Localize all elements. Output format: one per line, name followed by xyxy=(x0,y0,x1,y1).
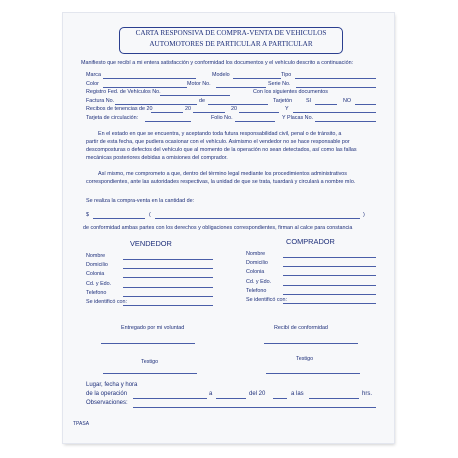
para1-line-4: mecánicas posteriores debidas a omisiones del comprador. xyxy=(86,155,228,161)
factura-field[interactable] xyxy=(115,104,197,105)
paren-close: ) xyxy=(363,212,365,218)
vendedor-witness-label: Testigo xyxy=(141,359,159,365)
color-field[interactable] xyxy=(103,87,187,88)
recibos-label: Recibos de tenencias de 20 xyxy=(86,106,153,112)
comprador-field-line[interactable] xyxy=(283,285,376,286)
tarjeton-label: Tarjetón xyxy=(273,98,293,104)
amount-words-field[interactable] xyxy=(155,218,360,219)
factura-label: Factura No. xyxy=(86,98,115,104)
vendedor-field-line[interactable] xyxy=(123,277,213,278)
comprador-field-label: Cd. y Edo. xyxy=(246,278,272,285)
comprador-field-label: Se identificó con: xyxy=(246,297,288,303)
registro-label: Registro Fed. de Vehículos No. xyxy=(86,89,161,95)
marca-label: Marca xyxy=(86,72,101,78)
vendedor-signature-line[interactable] xyxy=(101,343,195,344)
recibos-field-1[interactable] xyxy=(151,112,183,113)
lugar-field[interactable] xyxy=(133,398,207,399)
recibos-field-3[interactable] xyxy=(239,112,279,113)
title-box xyxy=(119,27,343,54)
vendedor-field-label: Se identificó con: xyxy=(86,299,128,305)
comprador-field-line[interactable] xyxy=(283,294,376,295)
para1-line-1: En el estado en que se encuentra, y aceptando toda futura responsabilidad civil, penal o de tránsito, a xyxy=(98,131,342,137)
tarjeta-field[interactable] xyxy=(145,121,191,122)
modelo-field[interactable] xyxy=(233,78,281,79)
alas-label: a las xyxy=(291,391,304,397)
folio-label: Folio No. xyxy=(211,115,233,121)
vendedor-field-line[interactable] xyxy=(123,296,213,297)
motor-field[interactable] xyxy=(216,87,266,88)
vendedor-field-line[interactable] xyxy=(123,259,213,260)
vendedor-witness-line[interactable] xyxy=(103,373,197,374)
recibos-20b-label: 20 xyxy=(231,106,237,112)
dollar-sign: $ xyxy=(86,212,89,218)
placas-label: Y Placas No. xyxy=(282,115,314,121)
paren-open: ( xyxy=(149,212,151,218)
vendedor-field-line[interactable] xyxy=(123,268,213,269)
tarjeton-no-label: NO xyxy=(343,98,352,104)
comprador-sign-label: Recibí de conformidad xyxy=(274,325,328,331)
comprador-field-label: Domicilio xyxy=(246,260,268,267)
hrs-label: hrs. xyxy=(362,391,373,397)
vendedor-field-label: Domicilio xyxy=(86,262,108,269)
serie-field[interactable] xyxy=(296,87,376,88)
comprador-signature-line[interactable] xyxy=(264,343,358,344)
vendedor-field-label: Telefono xyxy=(86,289,107,296)
comprador-field-label: Nombre xyxy=(246,251,266,257)
serie-label: Serie No. xyxy=(268,81,291,87)
modelo-label: Modelo xyxy=(212,72,230,78)
tarjeton-si-field[interactable] xyxy=(315,104,337,105)
comprador-field-line[interactable] xyxy=(283,257,376,258)
vendedor-heading: VENDEDOR xyxy=(130,239,172,248)
vendedor-field-line[interactable] xyxy=(123,305,213,306)
vendedor-field-label: Cd. y Edo. xyxy=(86,280,112,287)
operacion-label: de la operación xyxy=(86,391,128,397)
marca-field[interactable] xyxy=(103,78,196,79)
title-line-1: CARTA RESPONSIVA DE COMPRA-VENTA DE VEHICULOS xyxy=(135,29,327,37)
comprador-field-line[interactable] xyxy=(283,275,376,276)
factura-de-label: de xyxy=(199,98,205,104)
tarjeta-label: Tarjeta de circulación: xyxy=(86,115,139,121)
para1-line-3: descomposturas o defectos del vehículo que al momento de la operación no sean detectados, así como las fallas xyxy=(86,147,357,153)
a-label: a xyxy=(209,391,213,397)
observaciones-label: Observaciones: xyxy=(86,400,128,406)
recibos-20a-label: 20 xyxy=(185,106,191,112)
comprador-field-label: Telefono xyxy=(246,287,267,294)
recibos-y-label: Y xyxy=(285,106,289,112)
year-field[interactable] xyxy=(273,398,287,399)
vendedor-field-label: Colonia xyxy=(86,271,105,278)
comprador-witness-label: Testigo xyxy=(296,356,314,362)
placas-field[interactable] xyxy=(315,121,376,122)
vendedor-field-label: Nombre xyxy=(86,253,106,259)
con-docs-label: Con los siguientes documentos xyxy=(253,89,328,95)
comprador-field-label: Colonia xyxy=(246,269,265,276)
comprador-field-line[interactable] xyxy=(283,266,376,267)
recibos-field-4[interactable] xyxy=(293,112,376,113)
motor-label: Motor No. xyxy=(187,81,211,87)
tipo-field[interactable] xyxy=(295,78,376,79)
title-line-2: AUTOMOTORES DE PARTICULAR A PARTICULAR xyxy=(149,40,313,48)
factura-de-field[interactable] xyxy=(208,104,268,105)
color-label: Color xyxy=(86,81,99,87)
tarjeton-si-label: SI xyxy=(306,98,312,104)
footer-brand: TPASA xyxy=(73,421,90,427)
cantidad-label: Se realiza la compra-venta en la cantidad de: xyxy=(86,198,195,204)
vendedor-sign-label: Entregado por mi voluntad xyxy=(121,325,185,331)
comprador-heading: COMPRADOR xyxy=(286,237,335,246)
intro-text: Manifiesto que recibí a mi entera satisfacción y conformidad los documentos y el vehículo descrito a continuación: xyxy=(81,60,354,66)
para2-line-2: correspondientes, ante las autoridades respectivas, la unidad de que se trata, tuardará y circulará a nombre mío. xyxy=(86,179,356,185)
tarjeton-no-field[interactable] xyxy=(355,104,376,105)
comprador-field-line[interactable] xyxy=(283,303,376,304)
recibos-field-2[interactable] xyxy=(193,112,225,113)
vendedor-field-line[interactable] xyxy=(123,287,213,288)
del-label: del 20 xyxy=(249,391,266,397)
amount-field[interactable] xyxy=(93,218,145,219)
observaciones-field[interactable] xyxy=(133,407,376,408)
comprador-witness-line[interactable] xyxy=(266,373,360,374)
conformidad-text: de conformidad ambas partes con los derechos y obligaciones correspondientes, firman al calce para constancia xyxy=(83,225,353,231)
para1-line-2: partir de esta fecha, que pudiera ocasionar con el vehículo. Asimismo el vendedor no se hace responsable por xyxy=(86,139,350,145)
para2-line-1: Así mismo, me comprometo a que, dentro del término legal mediante los procedimientos administrativos xyxy=(98,171,347,177)
hour-field[interactable] xyxy=(309,398,359,399)
registro-field[interactable] xyxy=(160,95,230,96)
lugar-label: Lugar, fecha y hora xyxy=(86,382,138,388)
form-sheet xyxy=(63,13,394,443)
day-field[interactable] xyxy=(216,398,246,399)
folio-field[interactable] xyxy=(235,121,275,122)
tipo-label: Tipo xyxy=(281,72,292,78)
